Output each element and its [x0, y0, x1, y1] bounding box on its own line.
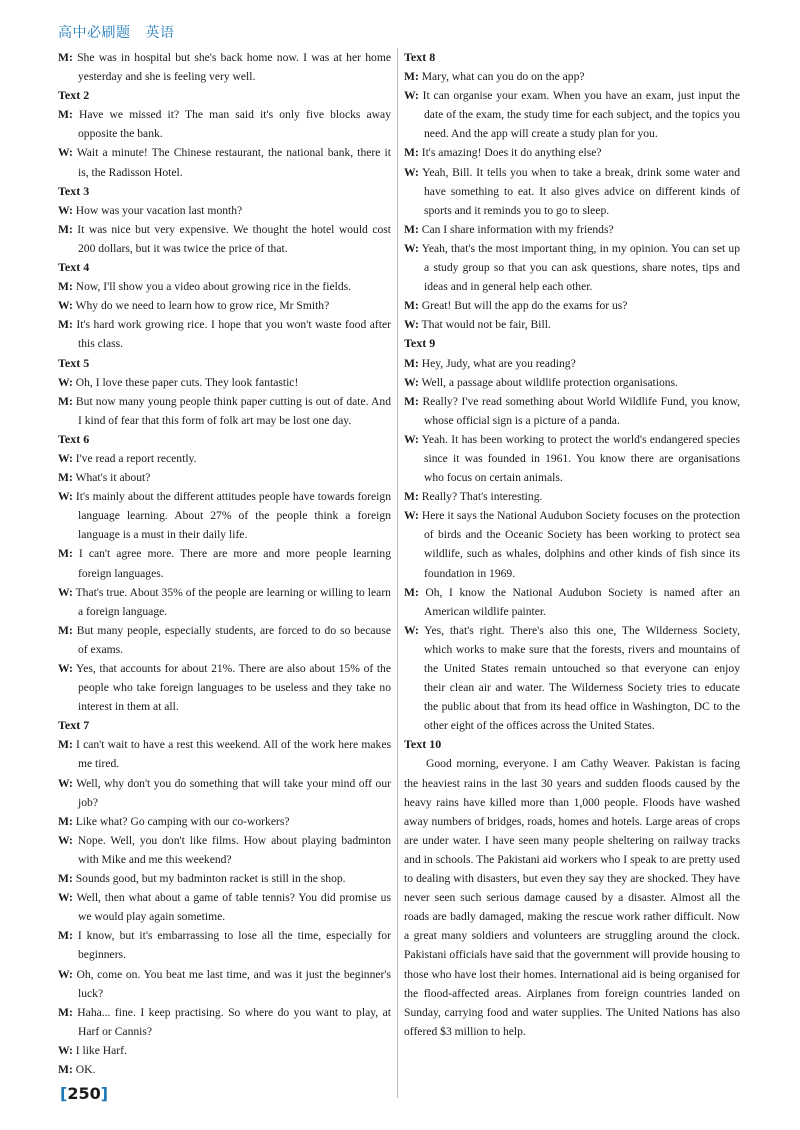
dialogue-line	[58, 449, 391, 468]
dialogue-line	[58, 143, 391, 181]
dialogue-text: Haha... fine. I keep practising. So where do you want to play, at Harf or Cannis?	[77, 1005, 391, 1038]
page-header	[58, 22, 184, 42]
speaker-label: M:	[58, 738, 73, 752]
left-column	[58, 48, 391, 1079]
speaker-label: W:	[58, 451, 73, 465]
speaker-label: W:	[58, 299, 73, 313]
dialogue-text: Yeah, Bill. It tells you when to take a break, drink some water and have something to eat. It also gives advice on different kinds of sports and it reminds you to go to sleep.	[422, 165, 741, 217]
dialogue-line	[404, 354, 740, 373]
dialogue-text: Oh, I love these paper cuts. They look fantastic!	[75, 375, 299, 389]
page-number: [250]	[60, 1084, 109, 1103]
dialogue-line	[58, 315, 391, 353]
dialogue-line	[404, 506, 740, 582]
speaker-label: M:	[404, 299, 419, 313]
section-heading: Text 9	[404, 336, 436, 351]
speaker-label: W:	[404, 89, 419, 103]
dialogue-text: That would not be fair, Bill.	[421, 318, 551, 332]
dialogue-line	[404, 430, 740, 487]
dialogue-line	[58, 812, 391, 831]
speaker-label: M:	[58, 1062, 73, 1076]
dialogue-text: Yes, that's right. There's also this one, The Wilderness Society, which works to make sure that the forests, rivers and mountains of the United States remain untouched so that everyone can enjoy their clean air and water. The Wilderness Society tries to educate the public about that from its head office in Washington, DC to the other eight of the offices across the United States.	[424, 623, 740, 733]
dialogue-text: Hey, Judy, what are you reading?	[421, 356, 576, 370]
page-number-value: 250	[67, 1084, 101, 1103]
dialogue-text: I can't agree more. There are more and more people learning foreign languages.	[78, 547, 391, 580]
dialogue-text: But now many young people think paper cutting is out of date. And I kind of fear that this form of folk art may be lost one day.	[75, 394, 391, 427]
dialogue-text: I like Harf.	[75, 1043, 127, 1057]
dialogue-line	[404, 220, 740, 239]
dialogue-text: Yeah, that's the most important thing, in my opinion. You can set up a study group so that you can ask questions, share notes, tips and ideas and in general help each other.	[421, 241, 740, 294]
speaker-label: W:	[58, 776, 73, 790]
dialogue-line	[58, 277, 391, 296]
speaker-label: W:	[58, 146, 73, 160]
dialogue-line	[404, 296, 740, 315]
speaker-label: M:	[58, 872, 73, 886]
dialogue-text: Well, why don't you do something that will take your mind off our job?	[76, 776, 391, 809]
dialogue-line	[58, 487, 391, 544]
speaker-label: M:	[58, 814, 73, 828]
dialogue-text: Well, a passage about wildlife protection organisations.	[421, 375, 678, 389]
dialogue-line	[58, 544, 391, 582]
dialogue-text: Yes, that accounts for about 21%. There are also about 15% of the people who take foreign languages to be useless and they take no interest in them at all.	[76, 662, 391, 714]
dialogue-text: It's mainly about the different attitudes people have towards foreign language learning. About 27% of the people think a foreign language is a must in their daily life.	[75, 490, 391, 542]
dialogue-text: Have we missed it? The man said it's only five blocks away opposite the bank.	[78, 108, 391, 141]
dialogue-line	[58, 48, 391, 86]
dialogue-line	[404, 392, 740, 430]
dialogue-line	[58, 926, 391, 964]
dialogue-line	[58, 1041, 391, 1060]
speaker-label: W:	[58, 375, 73, 389]
section-heading: Text 8	[404, 50, 436, 64]
speaker-label: W:	[58, 967, 73, 981]
section-heading: Text 4	[58, 260, 90, 275]
section-heading: Text 6	[58, 431, 90, 446]
dialogue-text: Oh, come on. You beat me last time, and was it just the beginner's luck?	[76, 967, 391, 1000]
speaker-label: W:	[404, 318, 419, 332]
section-heading: Text 10	[404, 737, 442, 752]
dialogue-text: It was nice but very expensive. We thought the hotel would cost 200 dollars, but it was twice the price of that.	[77, 222, 392, 255]
dialogue-line	[58, 392, 391, 430]
speaker-label: M:	[404, 222, 419, 236]
dialogue-line	[58, 468, 391, 487]
speaker-label: W:	[404, 241, 419, 255]
dialogue-text: I've read a report recently.	[75, 451, 197, 465]
dialogue-line	[404, 373, 740, 392]
dialogue-line	[58, 583, 391, 621]
subject-label: 英语	[145, 25, 175, 41]
dialogue-line	[404, 621, 740, 736]
dialogue-text: Now, I'll show you a video about growing rice in the fields.	[75, 280, 352, 294]
section-heading: Text 5	[58, 355, 90, 370]
speaker-label: M:	[404, 70, 419, 84]
speaker-label: W:	[404, 623, 419, 637]
dialogue-line	[404, 86, 740, 143]
dialogue-line	[58, 296, 391, 315]
dialogue-line	[58, 373, 391, 392]
dialogue-text: I know, but it's embarrassing to lose all the time, especially for beginners.	[77, 929, 391, 962]
speaker-label: W:	[58, 203, 73, 217]
dialogue-line	[58, 831, 391, 869]
speaker-label: W:	[58, 490, 73, 504]
speaker-label: W:	[58, 662, 73, 675]
dialogue-text: Mary, what can you do on the app?	[421, 70, 585, 84]
speaker-label: W:	[58, 891, 73, 905]
dialogue-text: Here it says the National Audubon Society focuses on the protection of birds and the Oceanic Society has been working to protect sea wildlife, such as whales, dolphins and other kinds of fish since its foundation in 1969.	[421, 509, 740, 580]
speaker-label: M:	[58, 547, 73, 561]
monologue-paragraph: Good morning, everyone. I am Cathy Weaver. Pakistan is facing the heaviest rains in the last 30 years and sudden floods caused by the heavy rains have killed more than 1,000 people. Floods have washed away numbers of bridges, roads, homes and hotels. Large areas of crops are under water. I have seen many people sheltering on railway tracks and in schools. The Pakistani aid workers who I speak to are pretty used to dealing with disasters, but even they say they are shocked. They have never seen such serious damage caused by a disaster. Almost all the roads are badly damaged, making the rescue work rather difficult. Now a great many soldiers and volunteers are struggling around the clock. Pakistani officials have said that the government will provide housing to those who have lost their homes. International aid is being organised for the flood-affected areas. Airplanes from foreign countries landed on Sunday, carrying food and water supplies. The United Nations has also offered $3 million to help.	[404, 757, 740, 1038]
dialogue-line	[58, 220, 391, 258]
dialogue-text: Wait a minute! The Chinese restaurant, the national bank, there it is, the Radisson Hotel.	[76, 146, 391, 179]
dialogue-text: Really? I've read something about World Wildlife Fund, you know, whose official sign is a picture of a panda.	[422, 394, 740, 427]
dialogue-line	[58, 888, 391, 926]
speaker-label: M:	[58, 1005, 73, 1019]
section-heading: Text 3	[58, 183, 90, 198]
dialogue-text: Can I share information with my friends?	[421, 222, 614, 236]
dialogue-line	[58, 105, 391, 143]
speaker-label: W:	[404, 509, 419, 523]
dialogue-text: Well, then what about a game of table tennis? You did promise us we would play again sometime.	[76, 891, 391, 924]
speaker-label: W:	[58, 585, 73, 599]
speaker-label: M:	[404, 394, 419, 408]
speaker-label: M:	[404, 356, 419, 370]
speaker-label: W:	[404, 165, 419, 179]
speaker-label: M:	[404, 585, 419, 599]
column-divider	[397, 48, 398, 1098]
speaker-label: M:	[58, 222, 73, 236]
dialogue-line	[404, 487, 740, 506]
dialogue-line	[404, 67, 740, 86]
dialogue-line	[58, 735, 391, 773]
dialogue-text: It can organise your exam. When you have an exam, just input the date of the exam, the study time for each subject, and the topics you need. And the app will create a study plan for you.	[422, 89, 740, 141]
speaker-label: M:	[58, 471, 73, 485]
speaker-label: M:	[404, 146, 419, 160]
speaker-label: M:	[58, 318, 73, 332]
speaker-label: M:	[58, 108, 73, 122]
dialogue-text: Why do we need to learn how to grow rice, Mr Smith?	[75, 299, 330, 313]
dialogue-text: That's true. About 35% of the people are learning or willing to learn a foreign language.	[75, 585, 391, 618]
dialogue-line	[58, 659, 391, 716]
dialogue-line	[58, 869, 391, 888]
dialogue-text: It's amazing! Does it do anything else?	[421, 146, 602, 160]
dialogue-text: Sounds good, but my badminton racket is still in the shop.	[75, 872, 346, 886]
dialogue-text: Great! But will the app do the exams for us?	[421, 299, 628, 313]
dialogue-text: What's it about?	[75, 471, 151, 485]
dialogue-text: Like what? Go camping with our co-workers?	[75, 814, 290, 828]
dialogue-line	[404, 163, 740, 220]
section-heading: Text 7	[58, 718, 90, 733]
dialogue-line	[58, 621, 391, 659]
dialogue-text: I can't wait to have a rest this weekend. All of the work here makes me tired.	[76, 738, 391, 771]
dialogue-text: It's hard work growing rice. I hope that you won't waste food after this class.	[76, 318, 391, 351]
dialogue-line	[58, 965, 391, 1003]
dialogue-text: Yeah. It has been working to protect the world's endangered species since it was founded in 1961. You know there are organisations who focus on certain animals.	[421, 432, 740, 485]
dialogue-text: But many people, especially students, are forced to do so because of exams.	[76, 623, 391, 656]
speaker-label: M:	[58, 280, 73, 294]
dialogue-line	[404, 583, 740, 621]
dialogue-text: Nope. Well, you don't like films. How about playing badminton with Mike and me this weekend?	[77, 833, 391, 866]
speaker-label: W:	[404, 375, 419, 389]
dialogue-line	[404, 143, 740, 162]
dialogue-line	[404, 315, 740, 334]
dialogue-line	[58, 1003, 391, 1041]
dialogue-text: She was in hospital but she's back home now. I was at her home yesterday and she is feeling very well.	[77, 51, 391, 84]
speaker-label: M:	[404, 490, 419, 504]
dialogue-line	[404, 239, 740, 296]
dialogue-line	[58, 1060, 391, 1079]
speaker-label: M:	[58, 929, 73, 943]
dialogue-text: Oh, I know the National Audubon Society is named after an American wildlife painter.	[424, 585, 740, 618]
book-title: 高中必刷题	[58, 25, 131, 41]
section-heading: Text 2	[58, 88, 90, 103]
dialogue-text: How was your vacation last month?	[75, 203, 243, 217]
speaker-label: W:	[404, 432, 419, 446]
dialogue-text: OK.	[75, 1062, 96, 1076]
speaker-label: M:	[58, 394, 73, 408]
dialogue-line	[58, 201, 391, 220]
right-column	[404, 48, 740, 1041]
speaker-label: M:	[58, 623, 73, 637]
speaker-label: W:	[58, 833, 73, 847]
speaker-label: M:	[58, 51, 73, 64]
dialogue-text: Really? That's interesting.	[421, 490, 543, 504]
dialogue-line	[58, 774, 391, 812]
speaker-label: W:	[58, 1043, 73, 1057]
